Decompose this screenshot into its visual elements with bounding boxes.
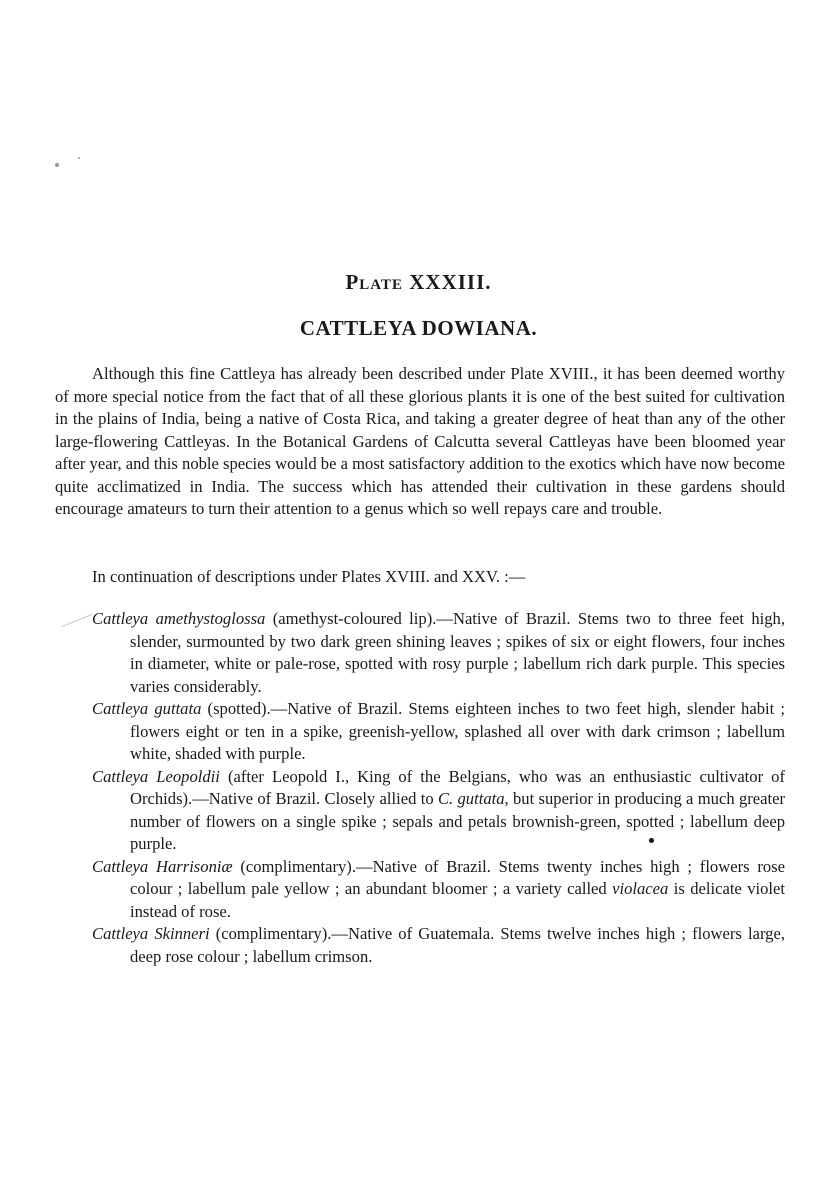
- species-entry: [92, 856, 785, 924]
- species-description: (complimentary).—Native of Guatemala. Stems twelve inches high ; flowers large, deep rose colour ; labellum crimson.: [130, 924, 785, 966]
- species-reference: C. guttata: [437, 789, 505, 808]
- species-description: (after Leopold I., King of the Belgians, who was an enthusiastic cultivator of Orchids).—Native of Brazil. Closely allied to: [130, 766, 785, 808]
- species-entry: [92, 608, 785, 698]
- intro-paragraph: Although this fine Cattleya has already been described under Plate XVIII., it has been deemed worthy of more special notice from the fact that of all these glorious plants it is one of the best suited for cultivation in the plains of India, being a native of Costa Rica, and taking a greater degree of heat than any of the other large-flowering Cattleyas. In the Botanical Gardens of Calcutta several Cattleyas have been bloomed year after year, and this noble species would be a most satisfactory addition to the exotics which have now become quite acclimatized in India. The success which has attended their cultivation in these gardens should encourage amateurs to turn their attention to a genus which so well repays care and trouble.: [55, 364, 785, 518]
- species-description: (complimentary).—Native of Brazil. Stems twenty inches high ; flowers rose colour ; labellum pale yellow ; an abundant bloomer ; a variety called: [130, 856, 785, 898]
- paper-speck: [78, 157, 80, 159]
- species-name: Cattleya amethystoglossa: [92, 609, 266, 628]
- species-name: Cattleya Leopoldii: [92, 766, 220, 786]
- species-list: [92, 608, 785, 968]
- continuation-line: In continuation of descriptions under Plates XVIII. and XXV. :—: [92, 567, 526, 586]
- species-entry: [92, 923, 785, 968]
- paper-speck: [55, 163, 59, 167]
- variety-name: violacea: [612, 879, 669, 898]
- species-description-cont: is delicate violet instead of rose.: [130, 879, 785, 921]
- ink-dot: [649, 838, 654, 843]
- species-name: Cattleya Harrisoniæ: [92, 856, 233, 876]
- species-title: CATTLEYA DOWIANA.: [299, 316, 538, 340]
- species-name: Cattleya Skinneri: [92, 924, 210, 943]
- intro-paragraph-block: [55, 363, 785, 521]
- species-description: (amethyst-coloured lip).—Native of Brazil. Stems two to three feet high, slender, surmounted by two dark green shining leaves ; spikes of six or eight flowers, four inches in diameter, white or pale-rose, spotted with rosy purple ; labellum rich dark purple. This species varies considerably.: [130, 609, 786, 696]
- species-entry: [92, 766, 785, 856]
- stray-pencil-mark: [61, 614, 93, 628]
- plate-title: Plate XXXIII.: [345, 270, 492, 294]
- species-description-cont: , but superior in producing a much greater number of flowers on a single spike ; sepals and petals brownish-green, spotted ; labellum deep purple.: [130, 789, 785, 853]
- species-entry: [92, 698, 785, 766]
- species-name: Cattleya guttata: [92, 699, 202, 718]
- species-description: (spotted).—Native of Brazil. Stems eighteen inches to two feet high, slender habit ; flowers eight or ten in a spike, greenish-yellow, splashed all over with dark crimson ; labellum white, shaded with purple.: [130, 699, 785, 763]
